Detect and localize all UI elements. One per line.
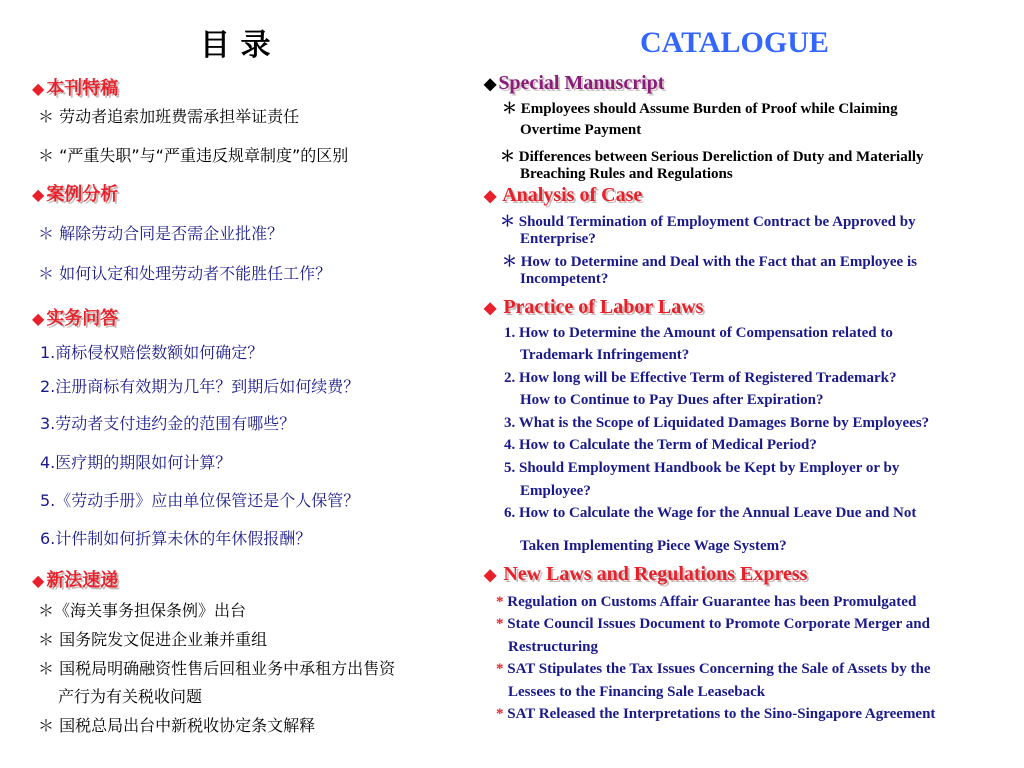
section-heading-newlaws-en: ◆ New Laws and Regulations Express	[484, 563, 808, 585]
asterisk-bullet-icon: *	[496, 706, 504, 722]
section-heading-practice-en: ◆ Practice of Labor Laws	[484, 296, 704, 318]
list-item: * SAT Stipulates the Tax Issues Concerning the Sale of Assets by the	[496, 661, 931, 677]
list-item-continuation: Lessees to the Financing Sale Leaseback	[508, 684, 766, 700]
list-item: ＊ Should Termination of Employment Contract be Approved by	[500, 214, 916, 230]
diamond-bullet-icon: ◆	[32, 571, 45, 590]
diamond-bullet-icon: ◆	[484, 76, 497, 93]
list-item: ＊ 国务院发文促进企业兼并重组	[38, 630, 268, 649]
list-item: 4.医疗期的期限如何计算？	[40, 453, 232, 472]
list-item: ＊ 解除劳动合同是否需企业批准？	[38, 224, 284, 243]
list-item-continuation: Restructuring	[508, 639, 598, 655]
list-item: * Regulation on Customs Affair Guarantee has been Promulgated	[496, 594, 917, 610]
asterisk-bullet-icon: *	[496, 594, 504, 610]
asterisk-bullet-icon: *	[496, 661, 504, 677]
page-title-en: CATALOGUE	[640, 26, 829, 59]
list-item: * SAT Released the Interpretations to the Sino-Singapore Agreement	[496, 706, 936, 722]
list-item-continuation: Trademark Infringement?	[520, 347, 690, 363]
list-item: * State Council Issues Document to Promote Corporate Merger and	[496, 616, 930, 632]
list-item: ＊ 如何认定和处理劳动者不能胜任工作？	[38, 264, 332, 283]
list-item: ＊ Employees should Assume Burden of Proof while Claiming	[502, 101, 898, 117]
list-item: ＊ 国税总局出台中新税收协定条文解释	[38, 716, 316, 735]
asterisk-bullet-icon: *	[496, 616, 504, 632]
list-item: 5.《劳动手册》应由单位保管还是个人保管？	[40, 491, 360, 510]
list-item: ＊ Differences between Serious Dereliction of Duty and Materially	[500, 149, 924, 165]
section-heading-practice-cn: ◆ 实务问答	[32, 308, 119, 329]
list-item: 2.注册商标有效期为几年？到期后如何续费？	[40, 377, 360, 396]
diamond-bullet-icon: ◆	[32, 185, 45, 204]
list-item: ＊ How to Determine and Deal with the Fact that an Employee is	[502, 254, 917, 270]
list-item-continuation: How to Continue to Pay Dues after Expiration?	[520, 392, 824, 408]
list-item: 3.劳动者支付违约金的范围有哪些？	[40, 414, 296, 433]
list-item-continuation: 产行为有关税收问题	[58, 687, 203, 706]
section-heading-case-cn: ◆ 案例分析	[32, 184, 119, 205]
list-item: ＊ 国税局明确融资性售后回租业务中承租方出售资	[38, 659, 396, 678]
list-item: ＊《海关事务担保条例》出台	[38, 601, 247, 620]
list-item-continuation: Incompetent?	[520, 271, 609, 287]
diamond-bullet-icon: ◆	[32, 309, 45, 328]
list-item: ＊ “严重失职”与“严重违反规章制度”的区别	[38, 146, 349, 165]
page-title-cn: 目 录	[200, 28, 271, 63]
list-item: 6. How to Calculate the Wage for the Annual Leave Due and Not	[504, 505, 917, 521]
list-item: 4. How to Calculate the Term of Medical Period?	[504, 437, 817, 453]
diamond-bullet-icon: ◆	[484, 188, 497, 205]
list-item-continuation: Breaching Rules and Regulations	[520, 166, 733, 182]
diamond-bullet-icon: ◆	[484, 300, 497, 317]
section-heading-special-en: ◆ Special Manuscript	[484, 72, 665, 94]
section-heading-newlaws-cn: ◆ 新法速递	[32, 570, 119, 591]
list-item-continuation: Employee?	[520, 483, 591, 499]
list-item-continuation: Overtime Payment	[520, 122, 642, 138]
section-heading-special-cn: ◆ 本刊特稿	[32, 78, 119, 99]
list-item: ＊ 劳动者追索加班费需承担举证责任	[38, 107, 300, 126]
list-item-continuation: Taken Implementing Piece Wage System?	[520, 538, 787, 554]
section-heading-case-en: ◆ Analysis of Case	[484, 184, 643, 206]
list-item-continuation: Enterprise?	[520, 231, 596, 247]
list-item: 5. Should Employment Handbook be Kept by Employer or by	[504, 460, 900, 476]
diamond-bullet-icon: ◆	[32, 79, 45, 98]
list-item: 1.商标侵权赔偿数额如何确定？	[40, 343, 264, 362]
diamond-bullet-icon: ◆	[484, 567, 497, 584]
list-item: 3. What is the Scope of Liquidated Damages Borne by Employees?	[504, 415, 930, 431]
list-item: 6.计件制如何折算未休的年休假报酬？	[40, 529, 312, 548]
list-item: 2. How long will be Effective Term of Registered Trademark?	[504, 370, 897, 386]
list-item: 1. How to Determine the Amount of Compensation related to	[504, 325, 893, 341]
